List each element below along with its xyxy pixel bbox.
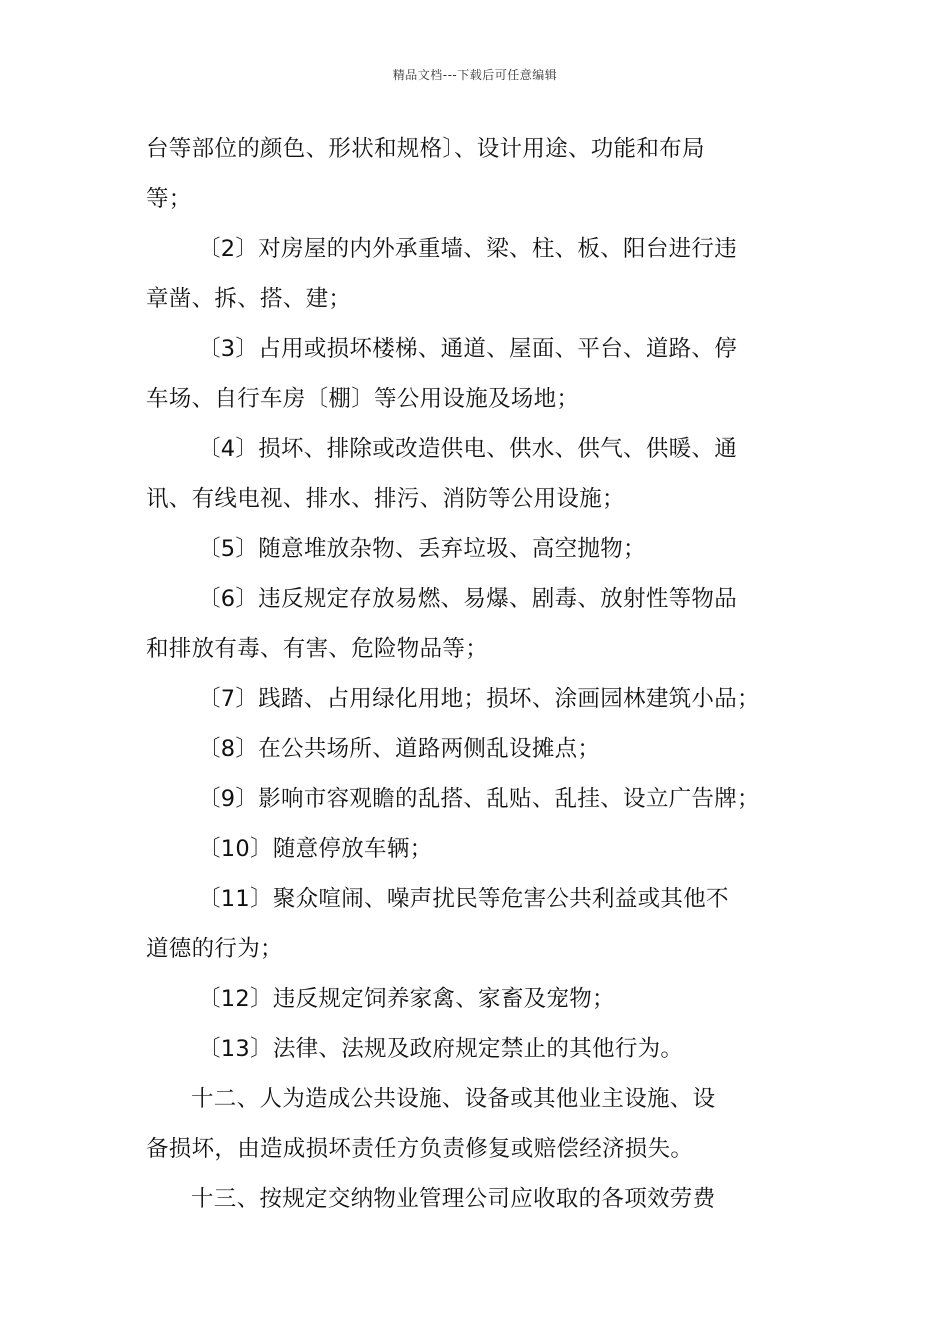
text-line: 〔6〕违反规定存放易燃、易爆、剧毒、放射性等物品 <box>198 586 738 612</box>
text-line: 车场、自行车房〔棚〕等公用设施及场地； <box>146 386 580 412</box>
document-body <box>146 124 826 1224</box>
page-header: 精品文档---下载后可任意编辑 <box>392 68 558 82</box>
text-line: 〔11〕聚众喧闹、噪声扰民等危害公共利益或其他不 <box>198 886 729 912</box>
text-line: 讯、有线电视、排水、排污、消防等公用设施； <box>146 486 625 512</box>
text-line: 〔7〕践踏、占用绿化用地；损坏、涂画园林建筑小品； <box>198 686 760 712</box>
text-line: 和排放有毒、有害、危险物品等； <box>146 636 489 662</box>
text-line: 〔12〕违反规定饲养家禽、家畜及宠物； <box>198 986 615 1012</box>
text-line: 台等部位的颜色、形状和规格〕、设计用途、功能和布局 <box>146 136 705 162</box>
text-line: 〔5〕随意堆放杂物、丢弃垃圾、高空抛物； <box>198 536 646 562</box>
text-line: 〔2〕对房屋的内外承重墙、梁、柱、板、阳台进行违 <box>198 236 738 262</box>
text-line: 〔10〕随意停放车辆； <box>198 836 433 862</box>
text-line: 〔4〕损坏、排除或改造供电、供水、供气、供暖、通 <box>198 436 738 462</box>
text-line: 等； <box>146 186 192 212</box>
text-line: 章凿、拆、搭、建； <box>146 286 352 312</box>
text-line: 〔8〕在公共场所、道路两侧乱设摊点； <box>198 736 601 762</box>
text-line: 〔3〕占用或损坏楼梯、通道、屋面、平台、道路、停 <box>198 336 738 362</box>
text-line: 十二、人为造成公共设施、设备或其他业主设施、设 <box>191 1086 716 1112</box>
text-line: 道德的行为； <box>146 936 283 962</box>
text-line: 〔13〕法律、法规及政府规定禁止的其他行为。 <box>198 1036 684 1062</box>
text-line: 十三、按规定交纳物业管理公司应收取的各项效劳费 <box>191 1186 716 1212</box>
text-line: 〔9〕影响市容观瞻的乱搭、乱贴、乱挂、设立广告牌； <box>198 786 760 812</box>
text-line: 备损坏，由造成损坏责任方负责修复或赔偿经济损失。 <box>146 1136 694 1162</box>
